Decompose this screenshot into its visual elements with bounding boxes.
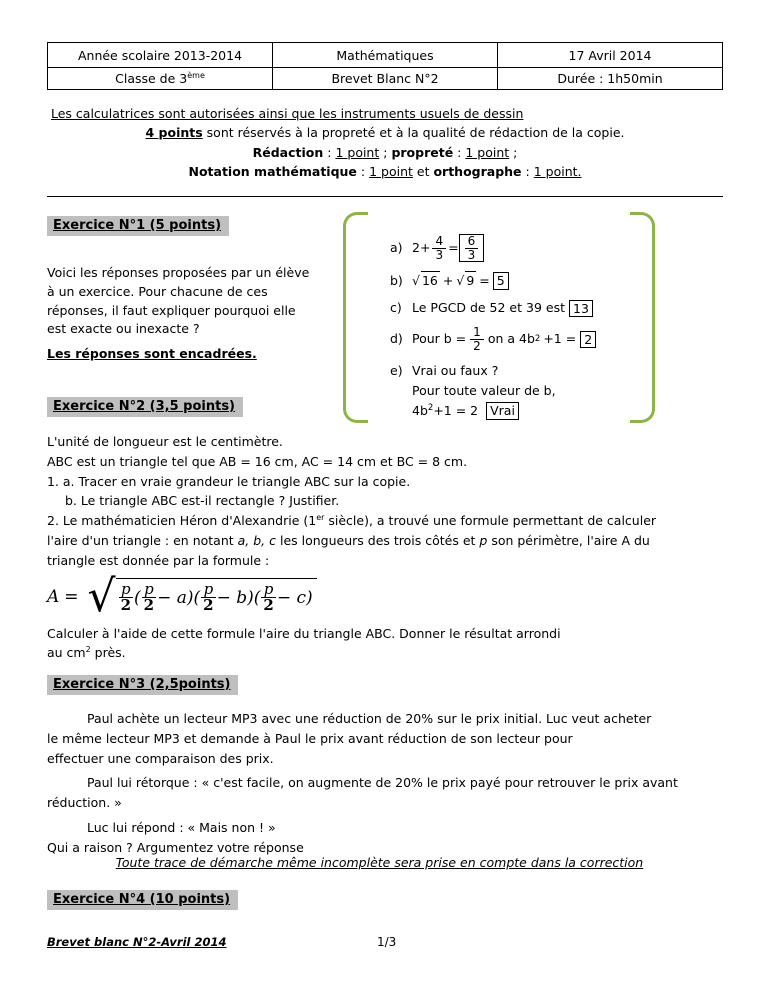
answer-a-label: a): [390, 240, 403, 256]
exercise-2-text: [47, 433, 712, 571]
trace-note: Toute trace de démarche même incomplète sera prise en compte dans la correction: [115, 855, 644, 870]
answer-d-text-1: Pour b =: [412, 331, 467, 347]
table-row: [48, 43, 723, 68]
answers-list: [390, 234, 640, 431]
intro-line-redaction: [47, 143, 723, 162]
exercise-2-followup: [47, 625, 712, 663]
formula-A: A: [47, 586, 60, 607]
ex2-line-4: b. Le triangle ABC est-il rectangle ? Justifier.: [65, 493, 340, 509]
answer-b-radicand-1: 16: [421, 271, 440, 290]
ex3-line-1: Paul achète un lecteur MP3 avec une réduction de 20% sur le prix initial. Luc veut acheter: [87, 711, 652, 726]
ex3-line-2: le même lecteur MP3 et demande à Paul le prix avant réduction de son lecteur pour: [47, 730, 573, 746]
intro-line-points: [47, 123, 723, 142]
footer: [47, 935, 723, 949]
header-cell-class: [48, 68, 273, 90]
ex1-line-5: Les réponses sont encadrées.: [47, 346, 257, 361]
answer-a-expr: 2+: [412, 240, 431, 256]
answer-d-label: d): [390, 331, 403, 347]
answer-item-e: [390, 362, 640, 423]
sqrt-icon-2: √ 9: [456, 271, 476, 290]
header-cell-year: Année scolaire 2013-2014: [48, 43, 273, 68]
answer-d-fraction: [470, 326, 484, 352]
ex2-heron-a: 2. Le mathématicien Héron d'Alexandrie (1: [47, 513, 317, 529]
ex3-line-7: Qui a raison ? Argumentez votre réponse: [47, 839, 304, 855]
proprete-label: propreté: [391, 144, 454, 160]
header-table: [47, 42, 723, 90]
answer-d-den: 2: [470, 339, 484, 353]
intro-line-notation: [47, 162, 723, 181]
sep4: ;: [509, 144, 518, 160]
formula-frac-2-num: p: [144, 580, 154, 598]
ex1-line-3: réponses, il faut expliquer pourquoi elle: [47, 302, 296, 318]
answer-b-boxed: 5: [493, 272, 509, 290]
formula-open-paren: (: [134, 587, 141, 608]
exercise-3-text: [47, 710, 712, 858]
ex2-after-sup: 2: [85, 644, 91, 654]
answer-d-text-3: +1 =: [543, 331, 577, 347]
ex2-after-b: près.: [90, 644, 126, 660]
intro-block: [47, 104, 723, 182]
answer-item-a: [390, 234, 640, 262]
intro-points-value: 4 points: [145, 125, 203, 141]
answer-b-radicand-2: 9: [465, 271, 476, 290]
ex3-line-6: Luc lui répond : « Mais non ! »: [87, 819, 276, 835]
orthographe-label: orthographe: [433, 164, 522, 180]
answer-item-d: [390, 326, 640, 352]
answer-e-body: [412, 362, 556, 423]
answer-b-label: b): [390, 272, 403, 288]
sep3: :: [453, 144, 466, 160]
answer-e-expr-b: +1 = 2: [433, 403, 479, 419]
answer-e-line-2: Pour toute valeur de b,: [412, 382, 556, 398]
horizontal-divider: [47, 196, 723, 197]
answer-a-box-num: 6: [467, 234, 476, 248]
answer-d-boxed: 2: [580, 331, 596, 349]
sep2: ;: [379, 144, 392, 160]
answers-brace-block: [340, 212, 670, 417]
formula-frac-3-den: 2: [203, 596, 214, 614]
answer-a-box-fraction: [465, 235, 479, 261]
notation-label: Notation mathématique: [188, 164, 357, 180]
ex1-line-1: Voici les réponses proposées par un élève: [47, 265, 310, 280]
answer-b-plus: +: [442, 272, 454, 288]
answer-item-b: [390, 271, 640, 290]
exercise-4-heading: Exercice N°4 (10 points): [47, 890, 238, 910]
ex2-notation-a: l'aire d'un triangle : en notant: [47, 532, 238, 548]
ex1-line-4: est exacte ou inexacte ?: [47, 321, 200, 337]
ex2-line-2: ABC est un triangle tel que AB = 16 cm, AC = 14 cm et BC = 8 cm.: [47, 453, 468, 469]
ex2-vars-abc: a, b, c: [237, 532, 276, 548]
formula-minus-a: − a)(: [157, 587, 201, 608]
ex2-after-a: au cm: [47, 644, 86, 660]
ex2-heron-b: siècle), a trouvé une formule permettant de calculer: [324, 513, 657, 529]
answer-e-exponent: 2: [427, 402, 434, 413]
ex2-line-1: L'unité de longueur est le centimètre.: [47, 434, 283, 449]
ex2-line-7: triangle est donnée par la formule :: [47, 552, 270, 568]
footer-page-number: 1/3: [377, 935, 397, 949]
ex1-line-2: à un exercice. Pour chacune de ces: [47, 283, 268, 299]
ex2-var-p: p: [479, 532, 488, 548]
ex2-heron-sup: er: [316, 513, 325, 522]
formula-frac-3-num: p: [203, 580, 214, 598]
ex2-after-line-2: [47, 644, 712, 663]
formula-sqrt-icon: [87, 571, 317, 622]
sep5: :: [356, 164, 370, 180]
exercise-1-heading: Exercice N°1 (5 points): [47, 216, 229, 236]
answer-b-equals: =: [479, 272, 490, 288]
proprete-value: 1 point: [465, 144, 510, 160]
answer-e-label: e): [390, 362, 403, 378]
notation-value: 1 point: [369, 164, 413, 180]
header-cell-date: 17 Avril 2014: [498, 43, 723, 68]
formula-minus-c: − c): [276, 587, 313, 608]
ex2-line-3: 1. a. Tracer en vraie grandeur le triangle ABC sur la copie.: [47, 473, 411, 489]
ex3-line-4: Paul lui rétorque : « c'est facile, on augmente de 20% le prix payé pour retrouver le prix avant: [87, 775, 678, 791]
formula-radicand: [116, 578, 317, 615]
answer-e-line-1: Vrai ou faux ?: [412, 362, 499, 378]
answer-a-box-den: 3: [465, 248, 479, 262]
answer-a-equals: =: [448, 240, 459, 256]
footer-left-label: Brevet blanc N°2-Avril 2014: [47, 935, 227, 949]
header-cell-subject: Mathématiques: [273, 43, 498, 68]
sep6: et: [412, 164, 434, 180]
answer-e-line-3: [412, 402, 556, 420]
class-label: Classe de 3: [115, 71, 188, 87]
intro-points-rest: sont réservés à la propreté et à la qualité de rédaction de la copie.: [202, 125, 625, 141]
answer-d-text-2: on a 4b: [487, 331, 535, 347]
answer-d-exponent: 2: [534, 334, 541, 345]
formula-frac-1: [119, 582, 133, 613]
answer-a-boxed: [459, 234, 485, 262]
answer-e-expr-a: 4b: [412, 403, 428, 419]
sep7: :: [521, 164, 534, 180]
ex2-line-5: [47, 512, 712, 531]
formula-frac-4-den: 2: [263, 596, 274, 614]
sep1: :: [323, 144, 336, 160]
class-superscript: ème: [187, 71, 205, 80]
formula-frac-1-den: 2: [120, 596, 132, 614]
answer-c-label: c): [390, 300, 402, 316]
brace-left-icon: [343, 212, 368, 423]
answer-a-den: 3: [432, 248, 446, 262]
orthographe-value: 1 point.: [533, 164, 582, 180]
sqrt-icon-1: √ 16: [412, 271, 440, 290]
table-row: [48, 68, 723, 90]
radical-sign: √: [87, 571, 116, 622]
answer-e-boxed: Vrai: [486, 402, 519, 420]
formula-frac-2: [142, 582, 156, 613]
answer-a-fraction: [432, 235, 446, 261]
ex3-line-5: réduction. »: [47, 795, 122, 810]
ex3-line-3: effectuer une comparaison des prix.: [47, 750, 274, 766]
redaction-label: Rédaction: [252, 144, 324, 160]
formula-minus-b: − b)(: [216, 587, 261, 608]
exercise-1-text: [47, 264, 317, 364]
answer-d-num: 1: [473, 325, 481, 340]
formula-frac-4: [261, 582, 275, 613]
ex2-after-line-1: Calculer à l'aide de cette formule l'aire du triangle ABC. Donner le résultat arrondi: [47, 626, 561, 641]
formula-frac-2-den: 2: [143, 596, 155, 614]
ex2-notation-b: les longueurs des trois côtés et: [276, 532, 480, 548]
exercise-2-heading: Exercice N°2 (3,5 points): [47, 397, 243, 417]
formula-frac-4-num: p: [263, 580, 274, 598]
exercise-3-heading: Exercice N°3 (2,5points): [47, 675, 238, 695]
formula-frac-3: [201, 582, 215, 613]
header-cell-duration: Durée : 1h50min: [498, 68, 723, 90]
ex2-line-6: [47, 532, 712, 551]
formula-equals: =: [64, 586, 79, 607]
intro-line-calculators: Les calculatrices sont autorisées ainsi que les instruments usuels de dessin: [51, 106, 524, 121]
answer-a-num: 4: [435, 234, 444, 248]
answer-c-boxed: 13: [569, 300, 593, 318]
ex2-notation-c: son périmètre, l'aire A du: [487, 532, 650, 548]
header-cell-exam: Brevet Blanc N°2: [273, 68, 498, 90]
answer-item-c: [390, 299, 640, 317]
formula-frac-1-num: p: [120, 580, 131, 598]
heron-formula: [47, 571, 317, 622]
redaction-value: 1 point: [335, 144, 380, 160]
answer-c-text: Le PGCD de 52 et 39 est: [412, 300, 565, 316]
